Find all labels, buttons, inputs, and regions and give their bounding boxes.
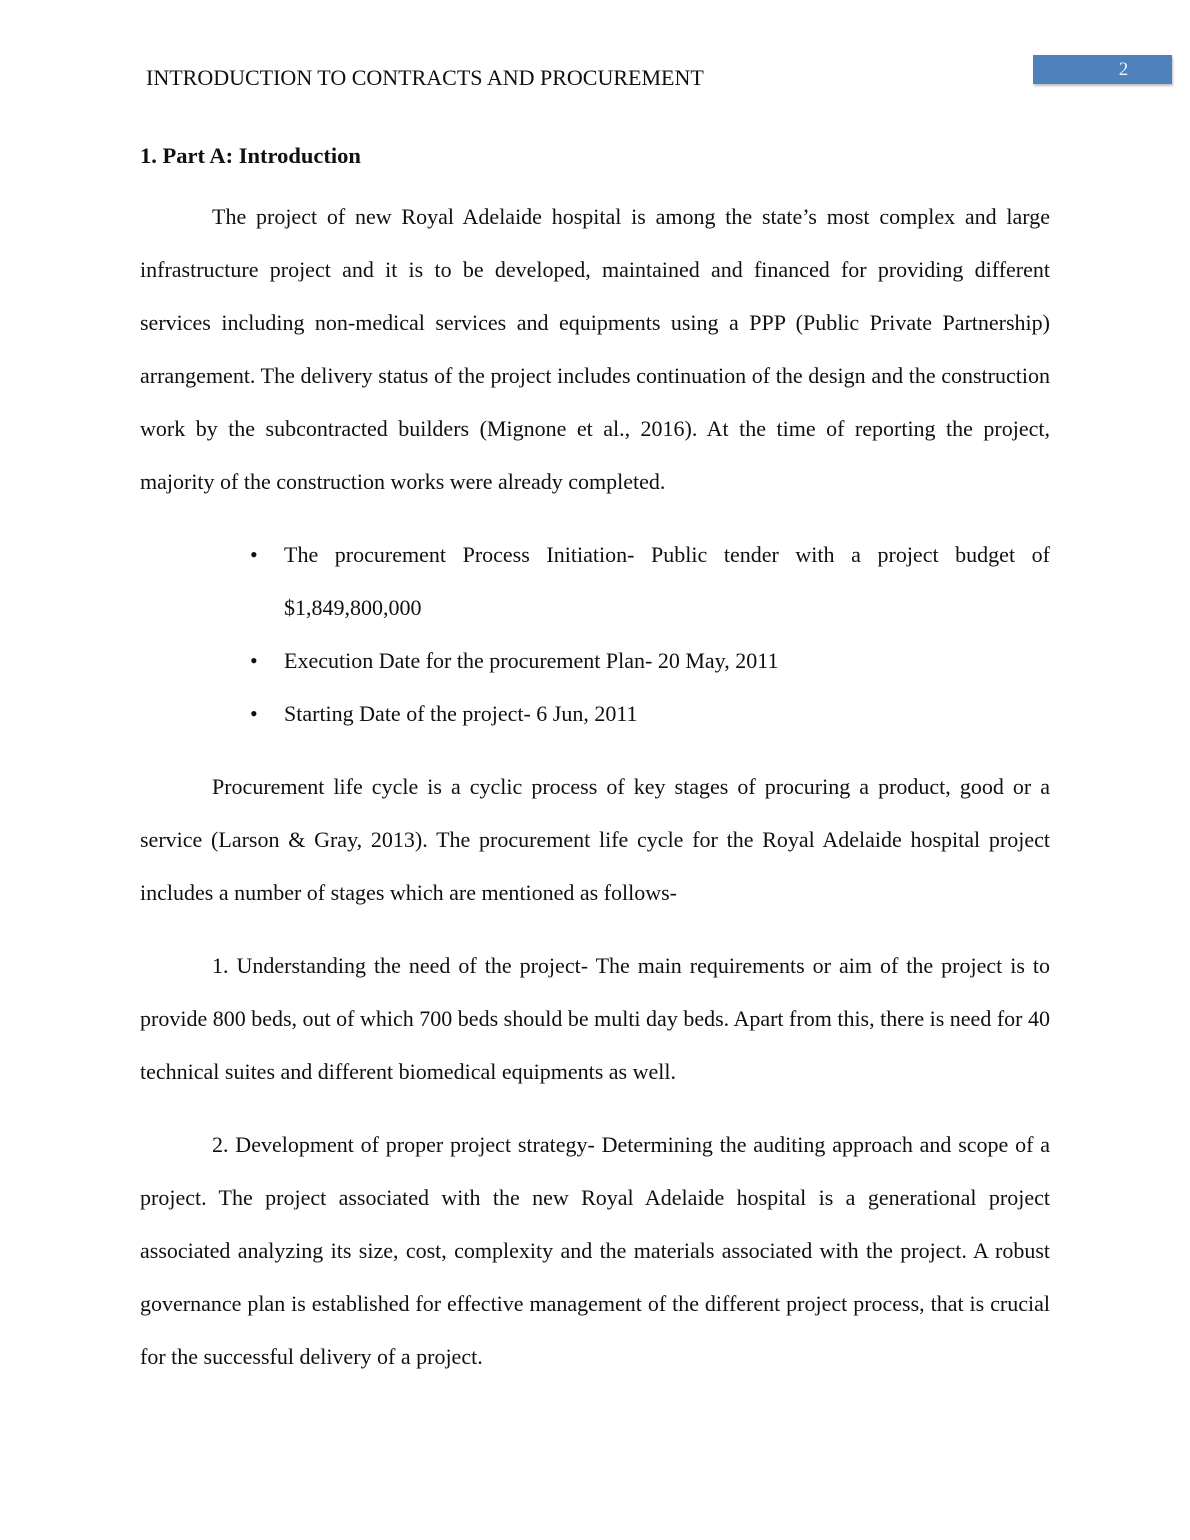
running-head: INTRODUCTION TO CONTRACTS AND PROCUREMENT xyxy=(146,65,704,90)
section-heading: 1. Part A: Introduction xyxy=(140,143,361,168)
list-item xyxy=(250,634,1050,687)
page-number-badge xyxy=(1033,55,1172,84)
page-number: 2 xyxy=(1118,58,1129,80)
list-item-text: Starting Date of the project- 6 Jun, 2011 xyxy=(284,701,638,726)
paragraph-stage-1: 1. Understanding the need of the project- The main requirements or aim of the project is to provide 800 beds, out of which 700 beds should be multi day beds. Apart from this, there is need for 40 technical suites and different biomedical equipments as well. xyxy=(140,953,1050,1084)
list-item xyxy=(250,528,1050,634)
paragraph-procurement-lifecycle: Procurement life cycle is a cyclic process of key stages of procuring a product, good or a service (Larson & Gray, 2013). The procurement life cycle for the Royal Adelaide hospital project includes a number of stages which are mentioned as follows- xyxy=(140,774,1050,905)
paragraph-project-overview: The project of new Royal Adelaide hospital is among the state’s most complex and large infrastructure project and it is to be developed, maintained and financed for providing different services including non-medical services and equipments using a PPP (Public Private Partnership) arrangement. The delivery status of the project includes continuation of the design and the construction work by the subcontracted builders (Mignone et al., 2016). At the time of reporting the project, majority of the construction works were already completed. xyxy=(140,204,1050,494)
list-item-text: The procurement Process Initiation- Public tender with a project budget of $1,849,800,000 xyxy=(284,542,1050,620)
bullet-icon: • xyxy=(250,648,258,673)
paragraph-stage-2: 2. Development of proper project strategy- Determining the auditing approach and scope of a project. The project associated with the new Royal Adelaide hospital is a generational project associated analyzing its size, cost, complexity and the materials associated with the project. A robust governance plan is established for effective management of the different project process, that is crucial for the successful delivery of a project. xyxy=(140,1132,1050,1369)
bullet-icon: • xyxy=(250,701,258,726)
list-item xyxy=(250,687,1050,740)
list-item-text: Execution Date for the procurement Plan- 20 May, 2011 xyxy=(284,648,779,673)
procurement-facts-list xyxy=(250,528,1050,740)
bullet-icon: • xyxy=(250,542,258,567)
